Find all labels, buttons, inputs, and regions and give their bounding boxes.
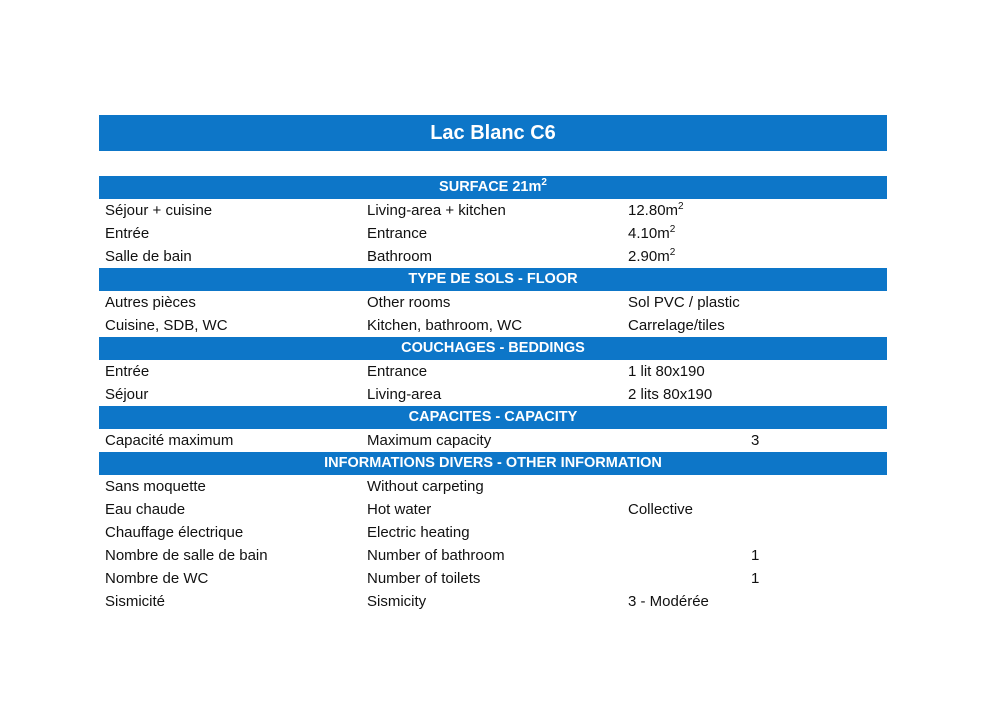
label-en: Bathroom — [367, 248, 433, 265]
label-fr: Cuisine, SDB, WC — [105, 317, 228, 334]
label-en: Entrance — [367, 225, 428, 242]
label-en: Number of toilets — [367, 570, 481, 587]
row-value: 2 lits 80x190 — [628, 386, 713, 403]
row-value-text: 12.80m — [628, 202, 679, 219]
section-header-surface — [99, 176, 887, 199]
row-number: 1 — [751, 570, 760, 587]
row-value-superscript: 2 — [669, 224, 676, 235]
row-value — [628, 199, 684, 222]
section-header-label: TYPE DE SOLS - FLOOR — [408, 271, 578, 287]
label-fr: Nombre de WC — [105, 570, 209, 587]
row-value — [628, 222, 675, 245]
table-row — [99, 291, 887, 314]
property-sheet — [99, 115, 887, 613]
row-value: Sol PVC / plastic — [628, 294, 740, 311]
table-row — [99, 360, 887, 383]
label-fr: Autres pièces — [105, 294, 196, 311]
section-header-label: COUCHAGES - BEDDINGS — [401, 340, 585, 356]
table-row — [99, 429, 887, 452]
label-en: Living-area — [367, 386, 442, 403]
table-row — [99, 475, 887, 498]
section-header-floor — [99, 268, 887, 291]
row-value-superscript: 2 — [678, 201, 684, 212]
row-value: Collective — [628, 501, 694, 518]
row-value: Carrelage/tiles — [628, 317, 725, 334]
label-fr: Entrée — [105, 363, 150, 380]
row-value-superscript: 2 — [669, 247, 676, 258]
label-fr: Chauffage électrique — [105, 524, 244, 541]
row-value-text: 2.90m — [628, 248, 670, 265]
label-en: Maximum capacity — [367, 432, 492, 449]
label-en: Kitchen, bathroom, WC — [367, 317, 523, 334]
label-en: Without carpeting — [367, 478, 484, 495]
table-row — [99, 544, 887, 567]
section-header-capacity — [99, 406, 887, 429]
label-en: Hot water — [367, 501, 432, 518]
section-header-label: SURFACE 21m — [439, 179, 542, 195]
row-value: 3 - Modérée — [628, 593, 709, 610]
row-value: 1 lit 80x190 — [628, 363, 705, 380]
label-fr: Eau chaude — [105, 501, 186, 518]
row-value-text: 4.10m — [628, 225, 670, 242]
label-en: Number of bathroom — [367, 547, 505, 564]
row-value — [628, 245, 675, 268]
label-en: Other rooms — [367, 294, 451, 311]
section-header-beddings — [99, 337, 887, 360]
label-en: Sismicity — [367, 593, 427, 610]
page-title: Lac Blanc C6 — [99, 115, 887, 151]
label-en: Entrance — [367, 363, 428, 380]
label-fr: Capacité maximum — [105, 432, 234, 449]
label-en: Living-area + kitchen — [367, 202, 506, 219]
label-fr: Sismicité — [105, 593, 166, 610]
table-row — [99, 590, 887, 613]
label-fr: Entrée — [105, 225, 150, 242]
row-number: 1 — [751, 547, 760, 564]
section-header-label: CAPACITES - CAPACITY — [408, 409, 578, 425]
label-fr: Salle de bain — [105, 248, 192, 265]
label-fr: Sans moquette — [105, 478, 206, 495]
table-row — [99, 567, 887, 590]
section-header-other-information — [99, 452, 887, 475]
table-row — [99, 498, 887, 521]
table-row — [99, 383, 887, 406]
row-number: 3 — [751, 432, 760, 449]
label-fr: Nombre de salle de bain — [105, 547, 268, 564]
section-header-superscript: 2 — [541, 177, 547, 189]
label-en: Electric heating — [367, 524, 470, 541]
table-row — [99, 245, 887, 268]
label-fr: Séjour — [105, 386, 149, 403]
table-row — [99, 222, 887, 245]
table-row — [99, 199, 887, 222]
section-header-label: INFORMATIONS DIVERS - OTHER INFORMATION — [324, 455, 662, 471]
label-fr: Séjour + cuisine — [105, 202, 213, 219]
table-row — [99, 314, 887, 337]
table-row — [99, 521, 887, 544]
